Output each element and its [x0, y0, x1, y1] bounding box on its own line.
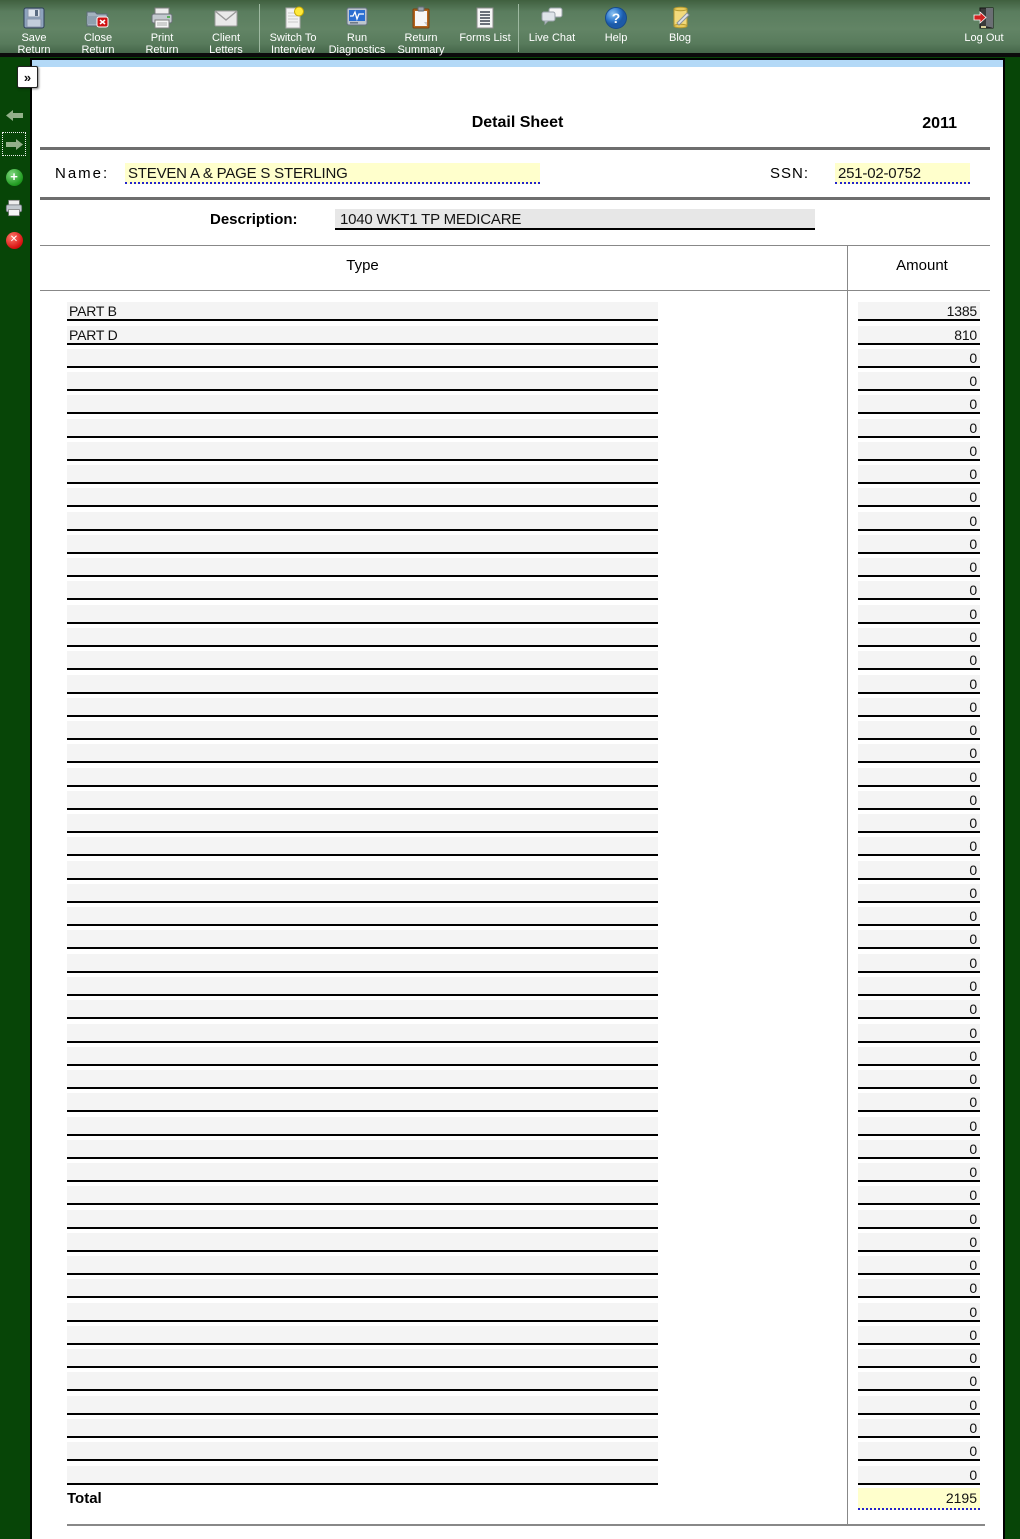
- delete-button[interactable]: [2, 228, 26, 252]
- amount-field[interactable]: 0: [858, 907, 980, 926]
- amount-field[interactable]: 0: [858, 791, 980, 810]
- table-row: [32, 533, 1003, 556]
- diagnostics-icon: [343, 4, 371, 32]
- amount-field[interactable]: 0: [858, 1210, 980, 1229]
- detail-rows: [32, 300, 1003, 1487]
- table-row: [32, 393, 1003, 416]
- summary-icon: [407, 4, 435, 32]
- type-field[interactable]: [67, 1279, 658, 1298]
- name-row: [32, 162, 1003, 188]
- amount-field[interactable]: 0: [858, 1047, 980, 1066]
- total-label: Total: [67, 1490, 102, 1507]
- table-row: [32, 719, 1003, 742]
- live-chat-icon: [538, 4, 566, 32]
- print-icon: [4, 198, 24, 218]
- type-field[interactable]: [67, 1000, 658, 1019]
- logout-icon: [970, 4, 998, 32]
- ssn-field[interactable]: 251-02-0752: [835, 163, 970, 184]
- table-row: [32, 1068, 1003, 1091]
- type-field[interactable]: [67, 768, 658, 787]
- type-field[interactable]: [67, 535, 658, 554]
- table-row: [32, 1463, 1003, 1486]
- ssn-label: SSN:: [770, 165, 810, 182]
- amount-field[interactable]: 0: [858, 884, 980, 903]
- amount-field[interactable]: 0: [858, 442, 980, 461]
- table-row: [32, 928, 1003, 951]
- type-field[interactable]: [67, 628, 658, 647]
- table-row: [32, 463, 1003, 486]
- type-field[interactable]: [67, 884, 658, 903]
- table-row: [32, 1393, 1003, 1416]
- amount-field[interactable]: 0: [858, 605, 980, 624]
- amount-field[interactable]: 0: [858, 1419, 980, 1438]
- type-field[interactable]: [67, 907, 658, 926]
- table-row: [32, 812, 1003, 835]
- type-field[interactable]: [67, 1442, 658, 1461]
- type-field[interactable]: [67, 721, 658, 740]
- table-row: [32, 696, 1003, 719]
- amount-field[interactable]: 0: [858, 1396, 980, 1415]
- total-row: [32, 1488, 1003, 1512]
- table-row: [32, 789, 1003, 812]
- amount-field[interactable]: 0: [858, 930, 980, 949]
- amount-field[interactable]: 0: [858, 814, 980, 833]
- amount-field[interactable]: 0: [858, 1140, 980, 1159]
- type-field[interactable]: PART D: [67, 326, 658, 345]
- table-row: [32, 765, 1003, 788]
- type-field[interactable]: [67, 1326, 658, 1345]
- table-row: [32, 998, 1003, 1021]
- type-field[interactable]: [67, 442, 658, 461]
- toolbar: [0, 0, 1020, 57]
- type-field[interactable]: [67, 1419, 658, 1438]
- type-field[interactable]: [67, 1117, 658, 1136]
- amount-field[interactable]: 0: [858, 861, 980, 880]
- type-field[interactable]: [67, 1210, 658, 1229]
- amount-field[interactable]: 0: [858, 512, 980, 531]
- table-row: [32, 626, 1003, 649]
- amount-field[interactable]: 0: [858, 744, 980, 763]
- amount-field[interactable]: 0: [858, 1186, 980, 1205]
- amount-field[interactable]: 0: [858, 1256, 980, 1275]
- type-field[interactable]: [67, 954, 658, 973]
- total-amount-field[interactable]: 2195: [858, 1488, 980, 1510]
- table-row: [32, 1021, 1003, 1044]
- client-letters-icon: [212, 4, 240, 32]
- print-return-button[interactable]: Print Return: [130, 3, 194, 56]
- print-page-button[interactable]: [2, 196, 26, 220]
- table-row: [32, 370, 1003, 393]
- amount-field[interactable]: 0: [858, 651, 980, 670]
- type-field[interactable]: PART B: [67, 302, 658, 321]
- description-label: Description:: [210, 211, 298, 228]
- forms-list-button[interactable]: Forms List: [453, 3, 517, 44]
- switch-to-interview-button[interactable]: Switch To Interview: [261, 3, 325, 56]
- amount-field[interactable]: 810: [858, 326, 980, 345]
- table-row: [32, 1184, 1003, 1207]
- bottom-line: [67, 1524, 985, 1526]
- amount-field[interactable]: 0: [858, 721, 980, 740]
- table-row: [32, 1045, 1003, 1068]
- amount-field[interactable]: 0: [858, 1163, 980, 1182]
- table-row: [32, 1300, 1003, 1323]
- type-field[interactable]: [67, 1303, 658, 1322]
- back-arrow-button[interactable]: [2, 103, 26, 127]
- type-field[interactable]: [67, 372, 658, 391]
- amount-field[interactable]: 0: [858, 977, 980, 996]
- amount-field[interactable]: 0: [858, 1349, 980, 1368]
- save-return-button[interactable]: Save Return: [2, 3, 66, 56]
- table-row: [32, 1207, 1003, 1230]
- tax-year: 2011: [922, 115, 957, 132]
- client-letters-button[interactable]: Client Letters: [194, 3, 258, 56]
- delete-icon: ✕: [6, 232, 23, 249]
- type-field[interactable]: [67, 791, 658, 810]
- type-field[interactable]: [67, 349, 658, 368]
- amount-field[interactable]: 0: [858, 1442, 980, 1461]
- type-field[interactable]: [67, 1047, 658, 1066]
- table-row: [32, 905, 1003, 928]
- table-row: [32, 1277, 1003, 1300]
- table-row: [32, 602, 1003, 625]
- live-chat-button[interactable]: Live Chat: [520, 3, 584, 44]
- amount-field[interactable]: 0: [858, 628, 980, 647]
- add-button[interactable]: [2, 165, 26, 189]
- type-field[interactable]: [67, 837, 658, 856]
- type-field[interactable]: [67, 512, 658, 531]
- help-button[interactable]: ? Help: [584, 3, 648, 44]
- table-row: [32, 1231, 1003, 1254]
- table-row: [32, 1254, 1003, 1277]
- name-label: Name:: [55, 165, 110, 182]
- amount-field[interactable]: 0: [858, 1326, 980, 1345]
- table-row: [32, 951, 1003, 974]
- type-field[interactable]: [67, 1163, 658, 1182]
- table-row: [32, 1114, 1003, 1137]
- type-field[interactable]: [67, 1070, 658, 1089]
- table-row: [32, 975, 1003, 998]
- blog-icon: [666, 4, 694, 32]
- table-row: [32, 323, 1003, 346]
- forward-arrow-button[interactable]: [2, 132, 26, 156]
- table-row: [32, 835, 1003, 858]
- amount-field[interactable]: 0: [858, 1070, 980, 1089]
- save-icon: [20, 4, 48, 32]
- amount-field[interactable]: 0: [858, 1372, 980, 1391]
- type-field[interactable]: [67, 1024, 658, 1043]
- table-row: [32, 300, 1003, 323]
- forms-list-icon: [471, 4, 499, 32]
- amount-field[interactable]: 0: [858, 1000, 980, 1019]
- amount-column-header: Amount: [896, 257, 948, 274]
- table-row: [32, 1091, 1003, 1114]
- return-summary-button[interactable]: Return Summary: [389, 3, 453, 56]
- type-field[interactable]: [67, 651, 658, 670]
- blog-button[interactable]: Blog: [648, 3, 712, 44]
- amount-field[interactable]: 0: [858, 535, 980, 554]
- amount-field[interactable]: 0: [858, 954, 980, 973]
- type-field[interactable]: [67, 1349, 658, 1368]
- type-column-header: Type: [346, 257, 379, 274]
- table-row: [32, 556, 1003, 579]
- print-icon: [148, 4, 176, 32]
- type-field[interactable]: [67, 1256, 658, 1275]
- amount-field[interactable]: 0: [858, 1024, 980, 1043]
- table-row: [32, 416, 1003, 439]
- close-return-icon: [84, 4, 112, 32]
- detail-sheet-page: [30, 58, 1005, 1539]
- amount-field[interactable]: 0: [858, 581, 980, 600]
- table-row: [32, 672, 1003, 695]
- forward-arrow-icon: [5, 138, 24, 151]
- table-row: [32, 1161, 1003, 1184]
- amount-field[interactable]: 0: [858, 558, 980, 577]
- type-field[interactable]: [67, 744, 658, 763]
- table-row: [32, 486, 1003, 509]
- name-field[interactable]: STEVEN A & PAGE S STERLING: [125, 163, 540, 184]
- table-row: [32, 1347, 1003, 1370]
- amount-field[interactable]: 0: [858, 1233, 980, 1252]
- amount-field[interactable]: 1385: [858, 302, 980, 321]
- table-row: [32, 347, 1003, 370]
- table-row: [32, 649, 1003, 672]
- amount-field[interactable]: 0: [858, 1303, 980, 1322]
- divider: [40, 147, 990, 150]
- type-field[interactable]: [67, 1372, 658, 1391]
- type-field[interactable]: [67, 814, 658, 833]
- table-row: [32, 1324, 1003, 1347]
- type-field[interactable]: [67, 465, 658, 484]
- type-field[interactable]: [67, 395, 658, 414]
- table-row: [32, 579, 1003, 602]
- type-field[interactable]: [67, 675, 658, 694]
- description-row: [32, 208, 1003, 236]
- description-field[interactable]: 1040 WKT1 TP MEDICARE: [335, 209, 815, 230]
- svg-text:?: ?: [611, 10, 621, 26]
- toolbar-separator: [259, 4, 260, 52]
- amount-field[interactable]: 0: [858, 698, 980, 717]
- amount-field[interactable]: 0: [858, 1093, 980, 1112]
- type-field[interactable]: [67, 1093, 658, 1112]
- help-icon: [602, 4, 630, 32]
- type-field[interactable]: [67, 1396, 658, 1415]
- run-diagnostics-button[interactable]: Run Diagnostics: [325, 3, 389, 56]
- type-field[interactable]: [67, 861, 658, 880]
- page-title: Detail Sheet: [471, 114, 564, 131]
- table-row: [32, 1370, 1003, 1393]
- type-field[interactable]: [67, 488, 658, 507]
- type-field[interactable]: [67, 419, 658, 438]
- type-field[interactable]: [67, 930, 658, 949]
- type-field[interactable]: [67, 977, 658, 996]
- amount-field[interactable]: 0: [858, 465, 980, 484]
- type-field[interactable]: [67, 1233, 658, 1252]
- table-row: [32, 882, 1003, 905]
- amount-field[interactable]: 0: [858, 1466, 980, 1485]
- amount-field[interactable]: 0: [858, 837, 980, 856]
- type-field[interactable]: [67, 1186, 658, 1205]
- type-field[interactable]: [67, 1466, 658, 1485]
- close-return-button[interactable]: Close Return: [66, 3, 130, 56]
- add-icon: +: [6, 169, 23, 186]
- back-arrow-icon: [5, 109, 24, 122]
- table-row: [32, 1138, 1003, 1161]
- type-field[interactable]: [67, 605, 658, 624]
- toolbar-separator: [518, 4, 519, 52]
- amount-field[interactable]: 0: [858, 349, 980, 368]
- amount-field[interactable]: 0: [858, 372, 980, 391]
- table-row: [32, 1440, 1003, 1463]
- table-row: [32, 509, 1003, 532]
- type-field[interactable]: [67, 581, 658, 600]
- amount-field[interactable]: 0: [858, 1117, 980, 1136]
- log-out-button[interactable]: Log Out: [952, 3, 1016, 44]
- divider: [40, 197, 990, 200]
- type-field[interactable]: [67, 698, 658, 717]
- table-row: [32, 440, 1003, 463]
- type-field[interactable]: [67, 1140, 658, 1159]
- amount-field[interactable]: 0: [858, 1279, 980, 1298]
- amount-field[interactable]: 0: [858, 488, 980, 507]
- table-row: [32, 742, 1003, 765]
- amount-field[interactable]: 0: [858, 675, 980, 694]
- table-row: [32, 1417, 1003, 1440]
- interview-icon: [279, 4, 307, 32]
- amount-field[interactable]: 0: [858, 395, 980, 414]
- type-field[interactable]: [67, 558, 658, 577]
- amount-field[interactable]: 0: [858, 419, 980, 438]
- table-row: [32, 858, 1003, 881]
- amount-field[interactable]: 0: [858, 768, 980, 787]
- expand-panel-tab[interactable]: »: [17, 66, 38, 88]
